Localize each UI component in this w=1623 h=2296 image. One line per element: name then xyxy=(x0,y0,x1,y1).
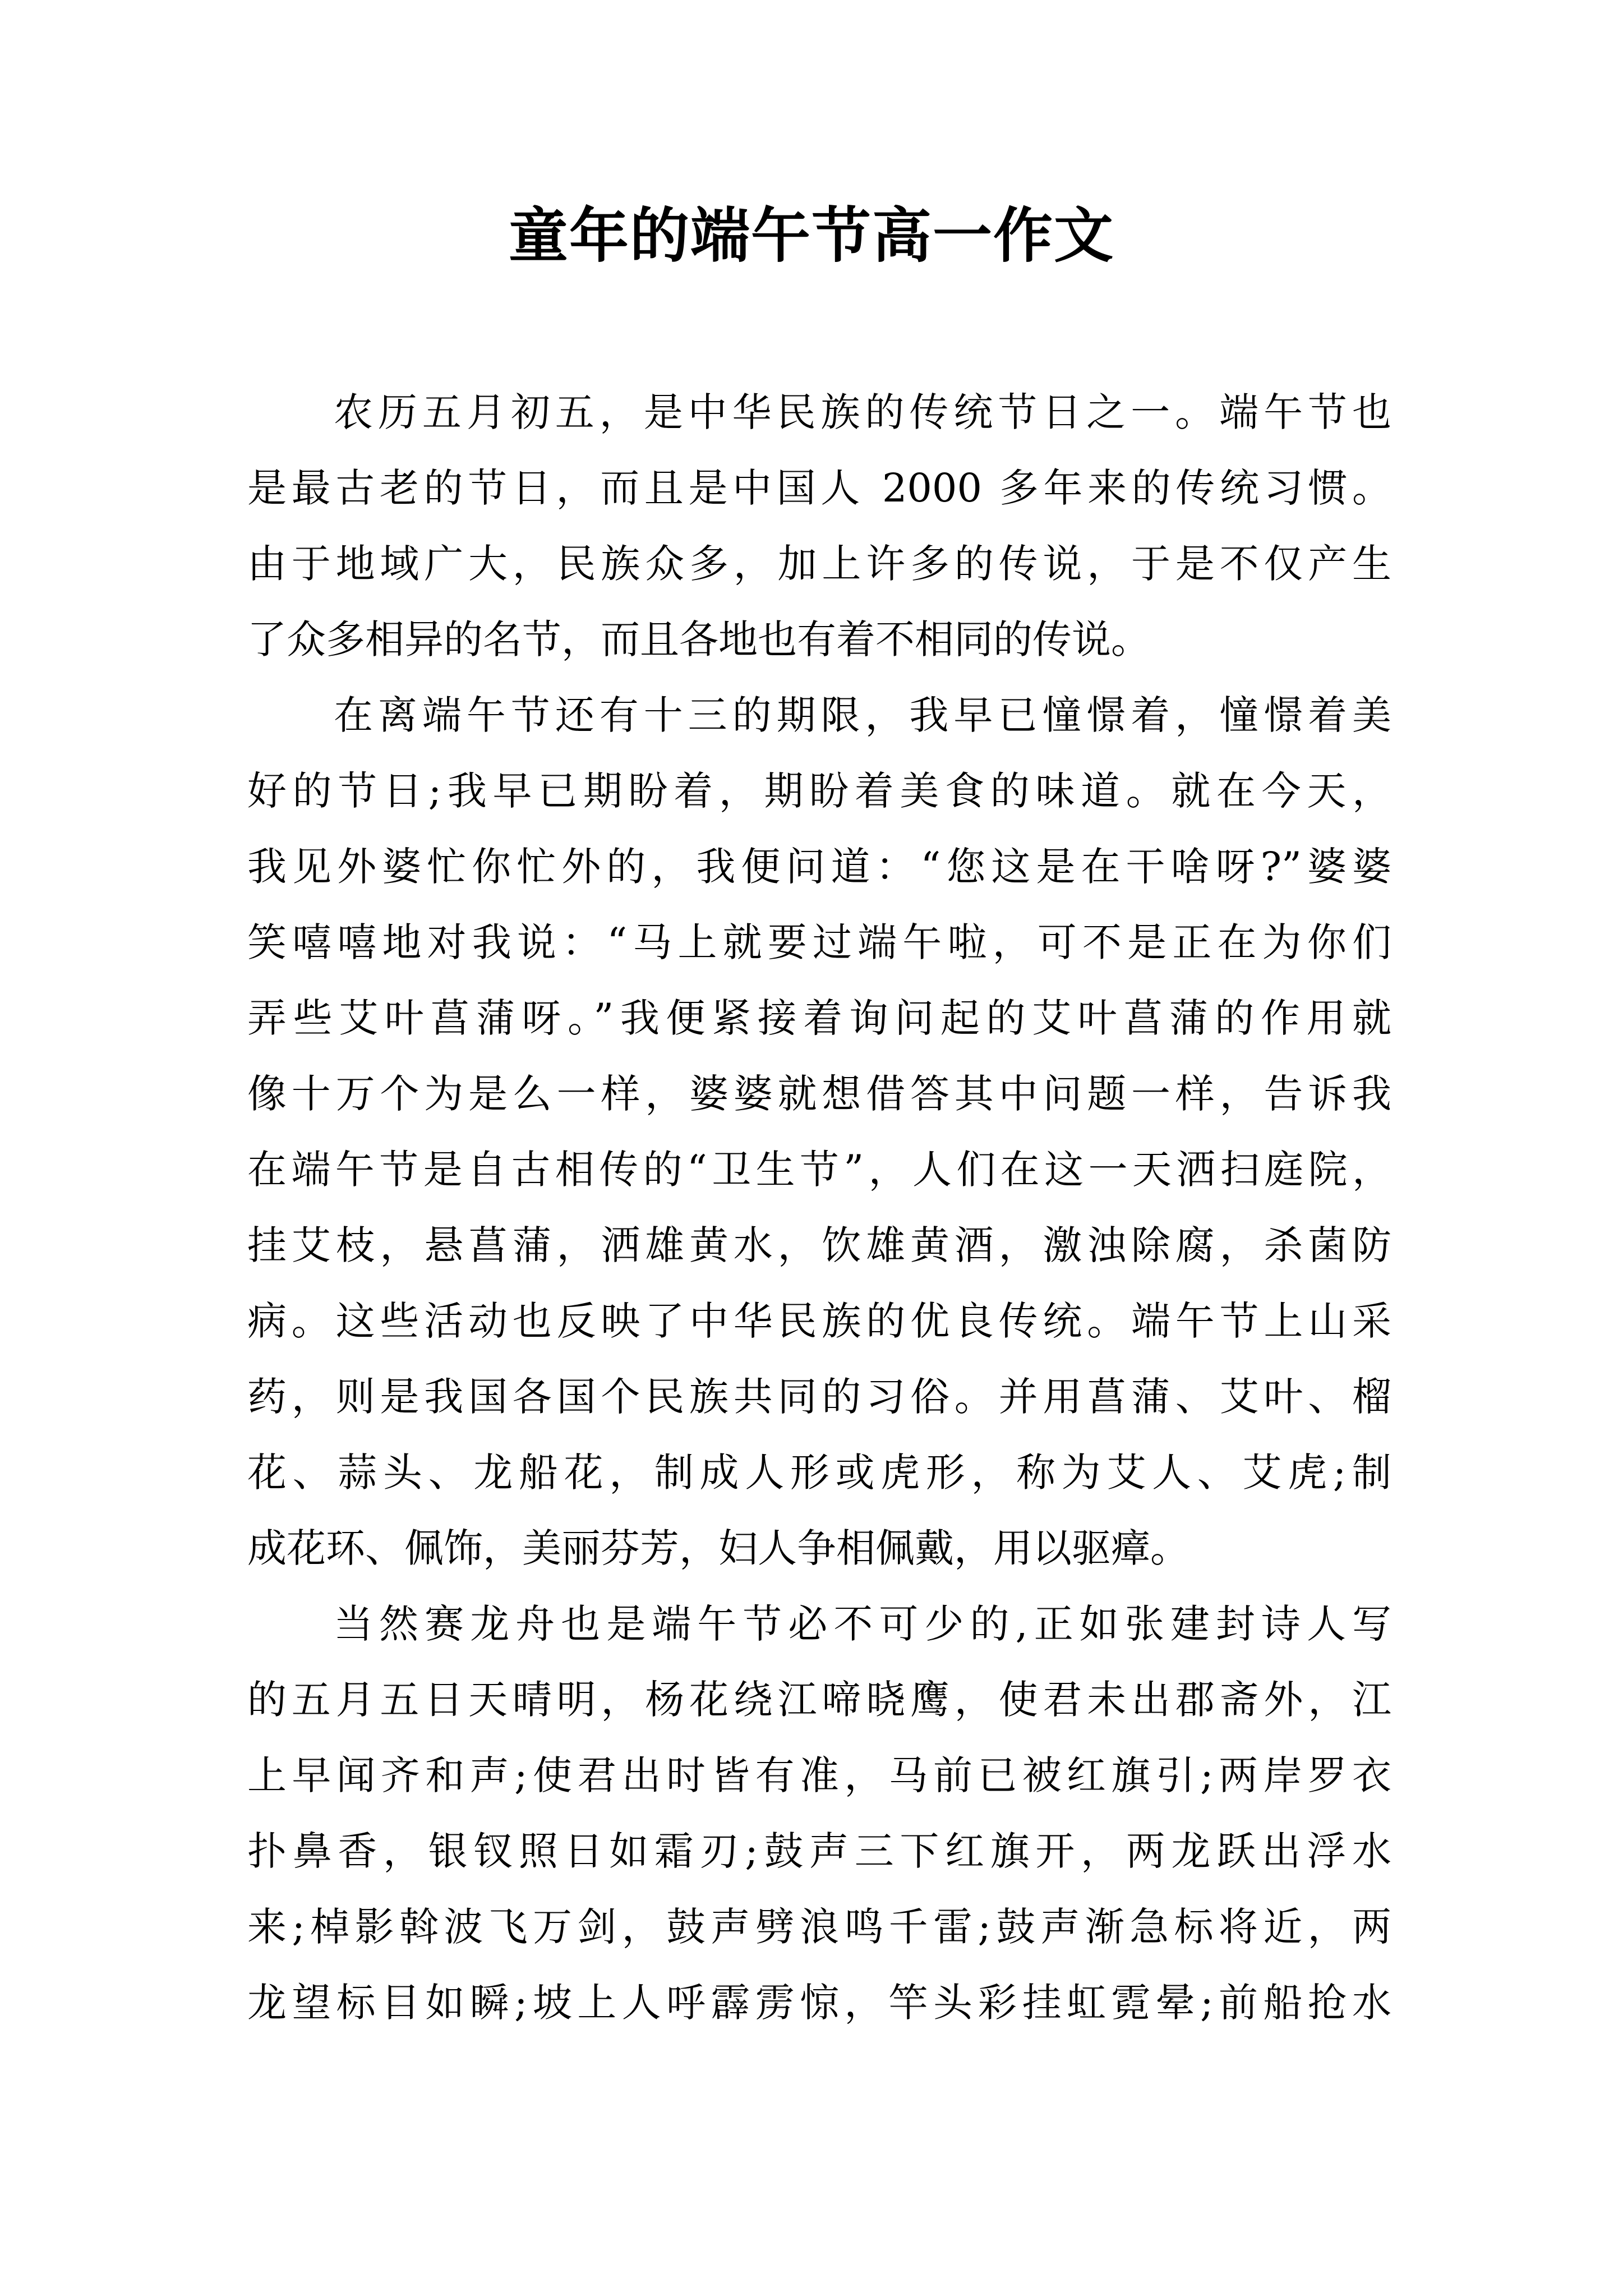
text-line: 农历五月初五，是中华民族的传统节日之一。端午节也 xyxy=(334,389,1391,435)
text-line: 弄些艾叶菖蒲呀。”我便紧接着询问起的艾叶菖蒲的作用就 xyxy=(247,995,1391,1041)
text-line: 了众多相异的名节，而且各地也有着不相同的传说。 xyxy=(247,616,1150,662)
text-line: 的五月五日天晴明，杨花绕江啼晓鹰，使君未出郡斋外，江 xyxy=(247,1677,1391,1723)
text-line: 笑嘻嘻地对我说：“马上就要过端午啦，可不是正在为你们 xyxy=(247,919,1391,965)
text-line: 药，则是我国各国个民族共同的习俗。并用菖蒲、艾叶、榴 xyxy=(247,1374,1391,1420)
document-title: 童年的端午节高一作文 xyxy=(509,200,1114,270)
text-line: 挂艾枝，悬菖蒲，洒雄黄水，饮雄黄酒，激浊除腐，杀菌防 xyxy=(247,1222,1391,1268)
text-line: 是最古老的节日，而且是中国人 2000 多年来的传统习惯。 xyxy=(247,465,1391,511)
text-line: 成花环、佩饰，美丽芬芳，妇人争相佩戴，用以驱瘴。 xyxy=(247,1525,1189,1571)
text-line: 病。这些活动也反映了中华民族的优良传统。端午节上山采 xyxy=(247,1298,1391,1344)
text-line: 上早闻齐和声;使君出时皆有准，马前已被红旗引;两岸罗衣 xyxy=(247,1752,1391,1798)
text-line: 来;棹影斡波飞万剑，鼓声劈浪鸣千雷;鼓声渐急标将近，两 xyxy=(247,1904,1391,1950)
text-line: 龙望标目如瞬;坡上人呼霹雳惊，竿头彩挂虹霓晕;前船抢水 xyxy=(247,1980,1391,2026)
text-line: 当然赛龙舟也是端午节必不可少的,正如张建封诗人写 xyxy=(334,1601,1391,1647)
text-line: 在离端午节还有十三的期限，我早已憧憬着，憧憬着美 xyxy=(334,692,1391,738)
text-line: 花、蒜头、龙船花，制成人形或虎形，称为艾人、艾虎;制 xyxy=(247,1450,1391,1496)
text-line: 由于地域广大，民族众多，加上许多的传说，于是不仅产生 xyxy=(247,541,1391,587)
text-line: 像十万个为是么一样，婆婆就想借答其中问题一样，告诉我 xyxy=(247,1071,1391,1117)
text-line: 扑鼻香，银钗照日如霜刃;鼓声三下红旗开，两龙跃出浮水 xyxy=(247,1828,1391,1874)
text-line: 我见外婆忙你忙外的，我便问道：“您这是在干啥呀?”婆婆 xyxy=(247,844,1391,890)
document-body xyxy=(247,375,1391,2041)
text-line: 好的节日;我早已期盼着，期盼着美食的味道。就在今天， xyxy=(247,768,1391,814)
text-line: 在端午节是自古相传的“卫生节”，人们在这一天洒扫庭院， xyxy=(247,1147,1391,1193)
